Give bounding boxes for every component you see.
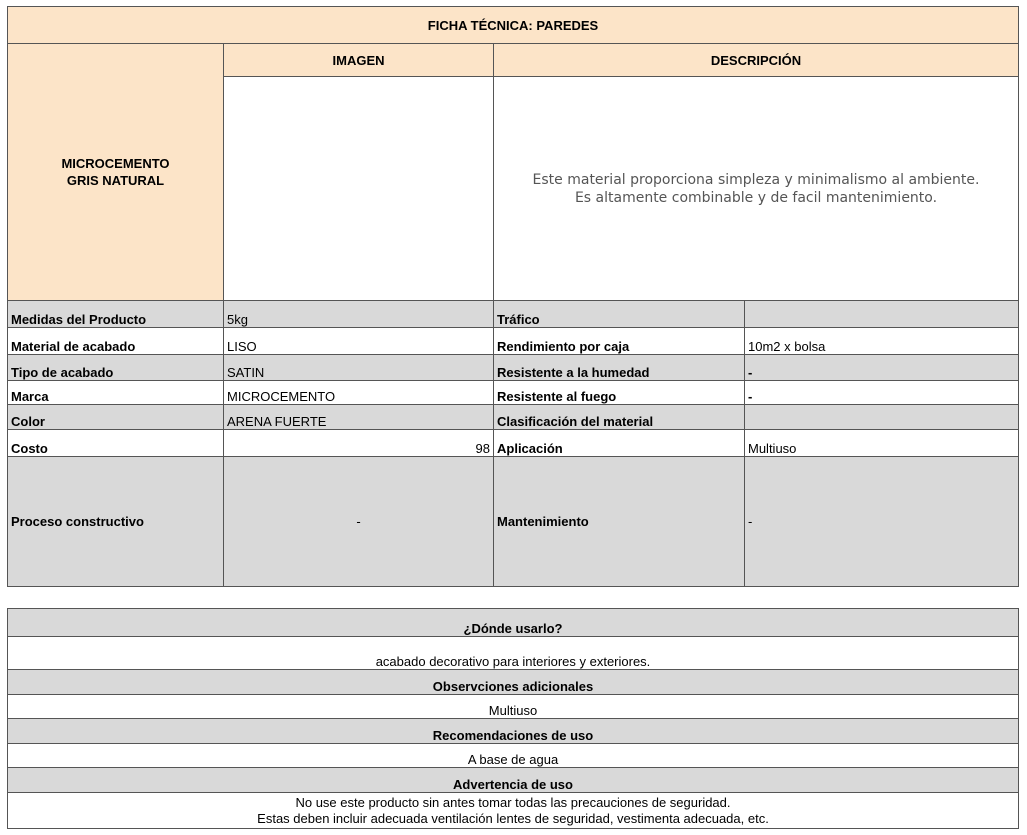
observations-value[interactable]: Multiuso	[8, 695, 1019, 719]
spec-label[interactable]: Medidas del Producto	[8, 301, 224, 328]
spec-label[interactable]: Clasificación del material	[494, 405, 745, 430]
table-row	[8, 405, 1019, 430]
image-header[interactable]: IMAGEN	[224, 44, 494, 77]
recommendations-value[interactable]: A base de agua	[8, 744, 1019, 768]
description-text: Este material proporciona simpleza y minimalismo al ambiente. Es altamente combinable y de facil mantenimiento.	[532, 171, 980, 206]
spec-value[interactable]: 5kg	[224, 301, 494, 328]
spec-label[interactable]: Material de acabado	[8, 328, 224, 355]
spec-value[interactable]: -	[745, 355, 1019, 381]
spec-sheet-table	[7, 6, 1019, 587]
spec-label[interactable]: Resistente a la humedad	[494, 355, 745, 381]
spec-label[interactable]: Resistente al fuego	[494, 381, 745, 405]
table-row	[8, 355, 1019, 381]
spec-value[interactable]: 10m2 x bolsa	[745, 328, 1019, 355]
table-row	[8, 381, 1019, 405]
spec-label[interactable]: Color	[8, 405, 224, 430]
warning-title[interactable]: Advertencia de uso	[8, 768, 1019, 793]
where-title[interactable]: ¿Dónde usarlo?	[8, 609, 1019, 637]
spec-value[interactable]: ARENA FUERTE	[224, 405, 494, 430]
recommendations-title[interactable]: Recomendaciones de uso	[8, 719, 1019, 744]
product-name: MICROCEMENTO GRIS NATURAL	[61, 156, 170, 188]
spec-label[interactable]: Rendimiento por caja	[494, 328, 745, 355]
spec-value[interactable]: MICROCEMENTO	[224, 381, 494, 405]
spec-value[interactable]: LISO	[224, 328, 494, 355]
process-label[interactable]: Proceso constructivo	[8, 457, 224, 587]
table-row	[8, 328, 1019, 355]
table-row	[8, 430, 1019, 457]
maintenance-value[interactable]: -	[745, 457, 1019, 587]
maintenance-label[interactable]: Mantenimiento	[494, 457, 745, 587]
spec-value[interactable]	[745, 405, 1019, 430]
observations-title[interactable]: Observciones adicionales	[8, 670, 1019, 695]
spec-value[interactable]: SATIN	[224, 355, 494, 381]
process-value[interactable]: -	[224, 457, 494, 587]
spec-label[interactable]: Tráfico	[494, 301, 745, 328]
spec-value[interactable]	[745, 301, 1019, 328]
product-name-cell[interactable]	[8, 44, 224, 301]
usage-table	[7, 608, 1019, 829]
description-cell[interactable]	[494, 77, 1019, 301]
where-value[interactable]: acabado decorativo para interiores y exteriores.	[8, 637, 1019, 670]
spec-value[interactable]: Multiuso	[745, 430, 1019, 457]
warning-value: No use este producto sin antes tomar todas las precauciones de seguridad. Estas deben incluir adecuada ventilación lentes de seguridad, vestimenta adecuada, etc.	[257, 794, 769, 826]
warning-value-cell[interactable]	[8, 793, 1019, 829]
sheet-title[interactable]: FICHA TÉCNICA: PAREDES	[8, 7, 1019, 44]
table-row	[8, 301, 1019, 328]
spec-label[interactable]: Costo	[8, 430, 224, 457]
spec-label[interactable]: Marca	[8, 381, 224, 405]
spec-label[interactable]: Aplicación	[494, 430, 745, 457]
table-row	[8, 457, 1019, 587]
description-header[interactable]: DESCRIPCIÓN	[494, 44, 1019, 77]
spec-value[interactable]: 98	[224, 430, 494, 457]
spec-value[interactable]: -	[745, 381, 1019, 405]
product-image-cell[interactable]	[224, 77, 494, 301]
spec-label[interactable]: Tipo de acabado	[8, 355, 224, 381]
